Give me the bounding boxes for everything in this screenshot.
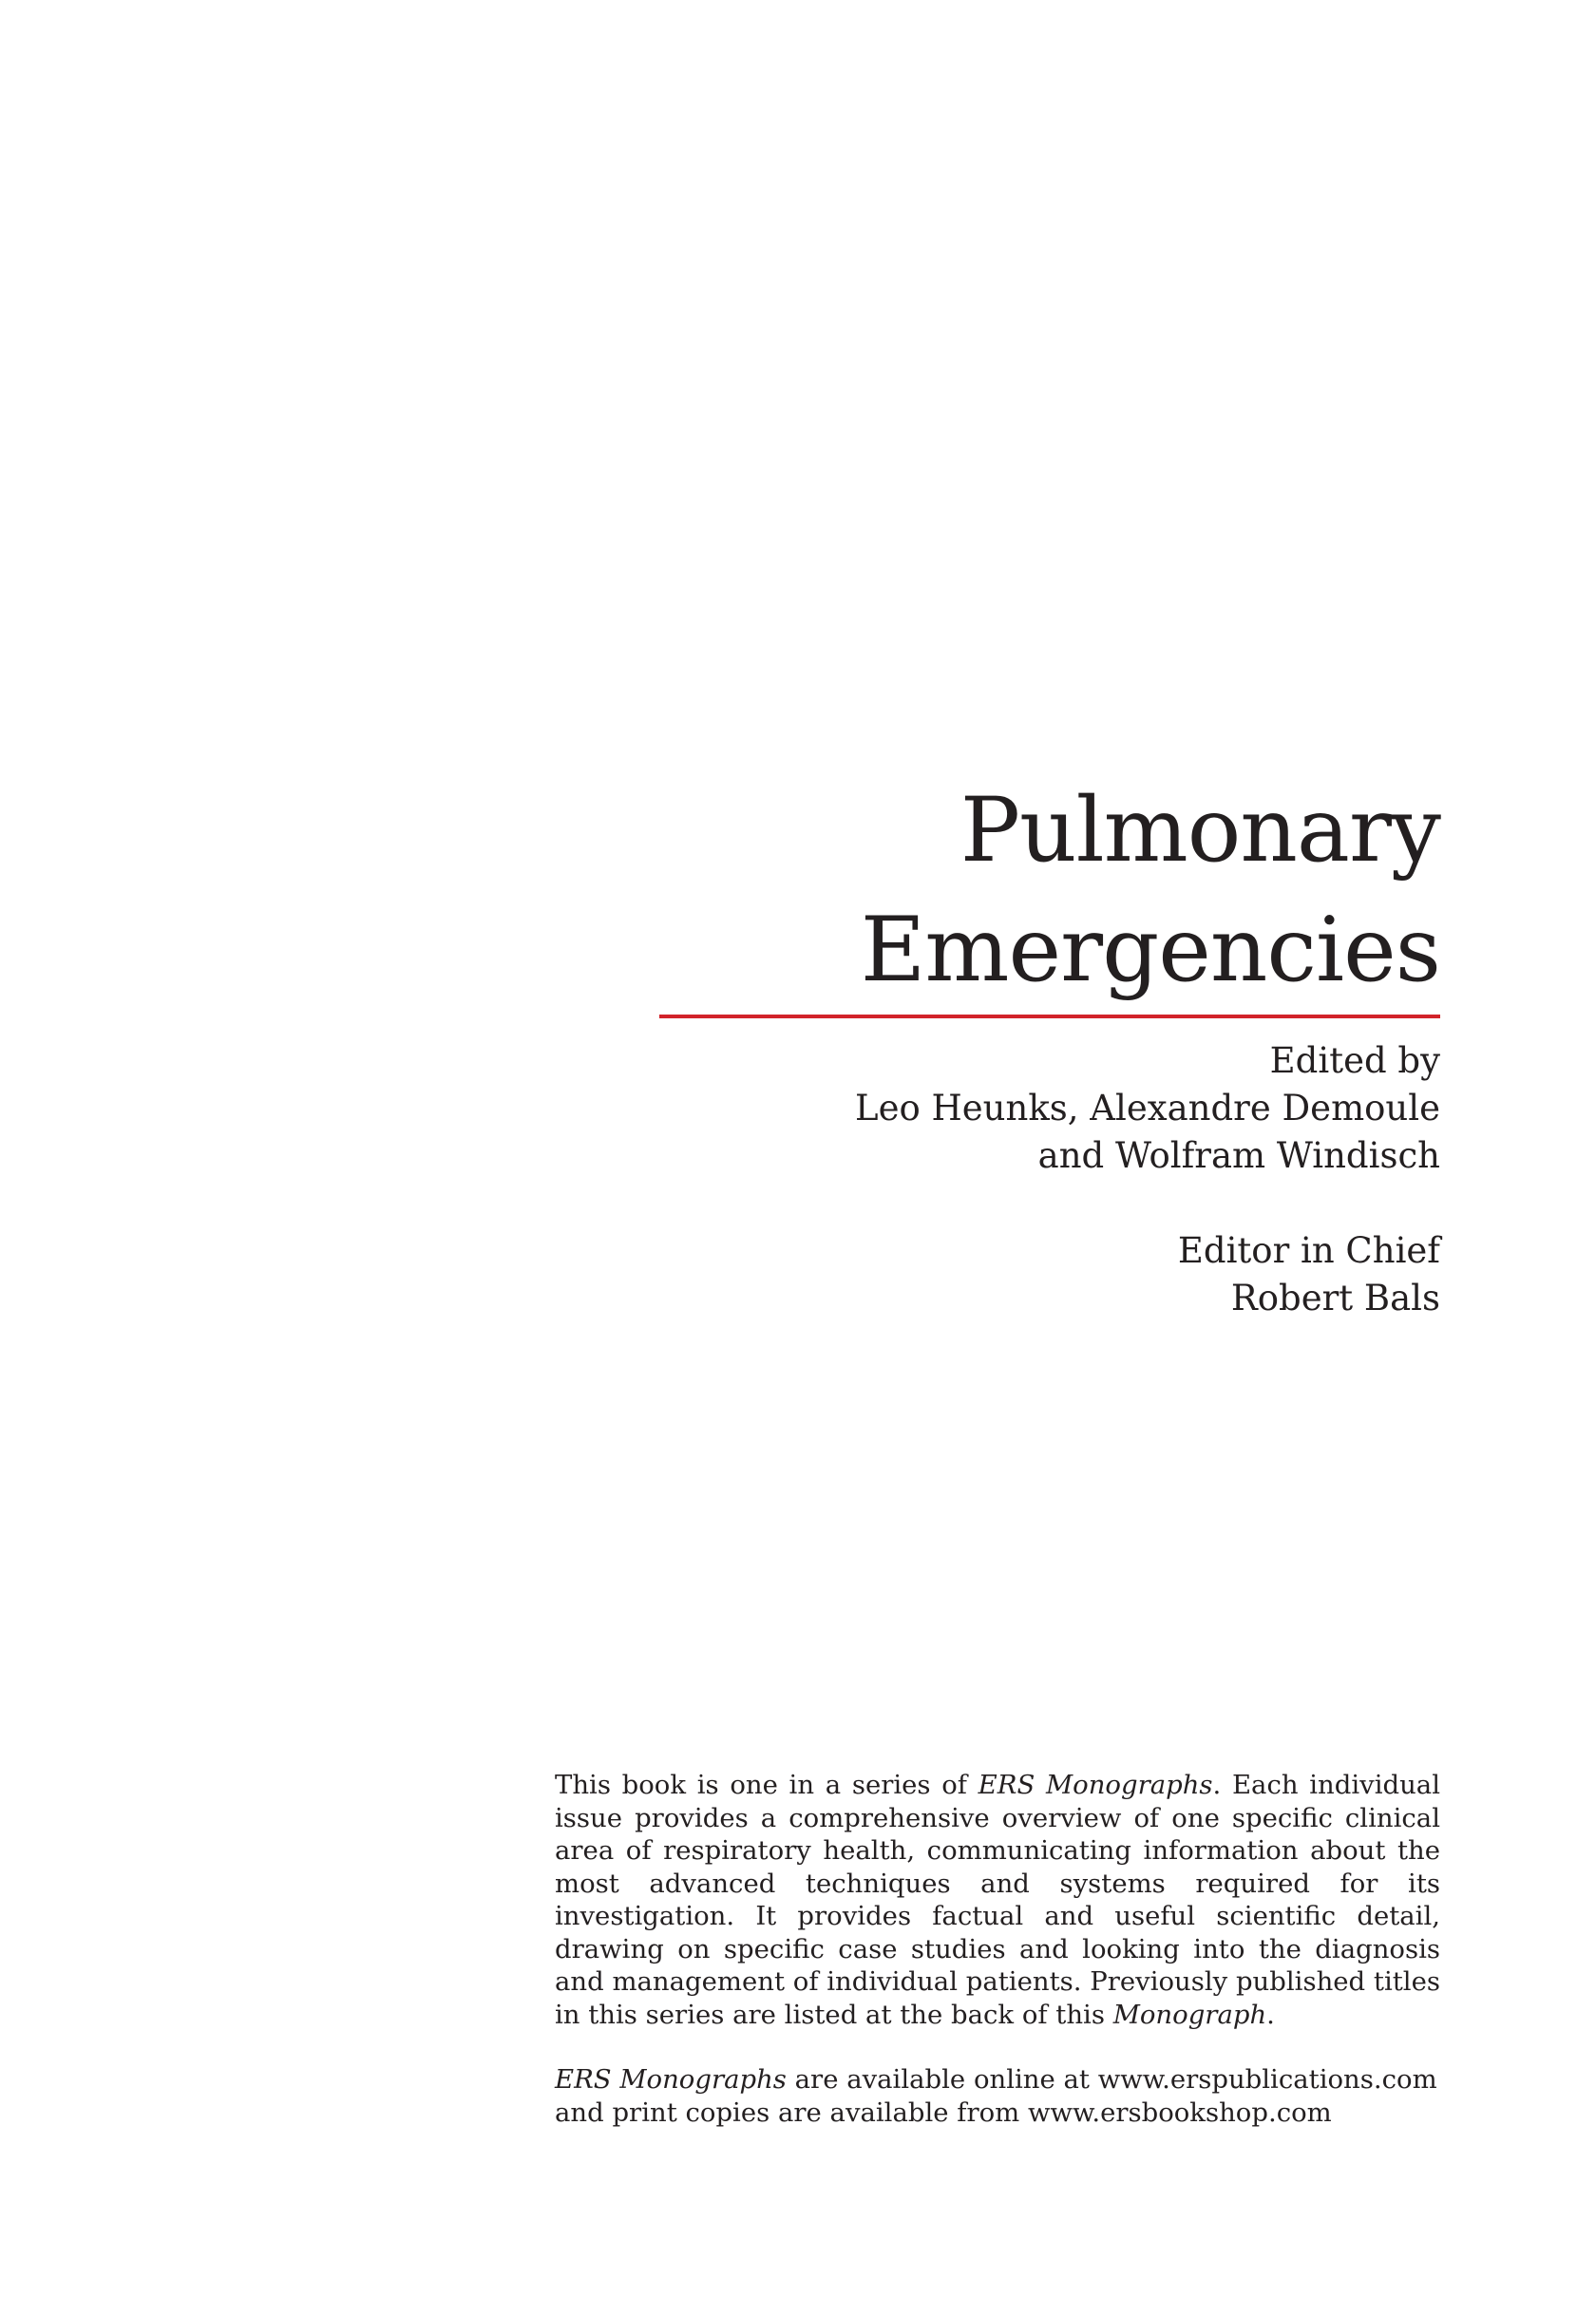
availability-series-italic: ERS Monographs — [555, 2064, 787, 2095]
book-title-line-1: Pulmonary — [960, 779, 1440, 882]
editor-in-chief-block — [656, 1227, 1440, 1322]
availability-text: are available online at www.erspublications.com and print copies are available from www.ersbookshop.com — [555, 2064, 1437, 2128]
series-name-italic: ERS Monographs — [978, 1770, 1213, 1800]
editor-in-chief-name: Robert Bals — [1230, 1278, 1440, 1319]
series-description-text-2: . Each individual issue provides a comprehensive overview of one specific clinical area of respiratory health, communicating information about the most advanced techniques and systems required for its investigation. It provides factual and useful scientific detail, drawing on specific case studies and looking into the diagnosis and management of individual patients. Previously published titles in this series are listed at the back of this — [555, 1770, 1440, 2030]
book-title — [656, 771, 1440, 1011]
book-title-line-2: Emergencies — [860, 899, 1440, 1002]
series-description — [555, 1769, 1440, 2031]
series-description-text-3: . — [1266, 1999, 1275, 2030]
editor-in-chief-label: Editor in Chief — [1177, 1230, 1440, 1271]
availability-note — [555, 2063, 1440, 2129]
title-divider — [659, 1015, 1440, 1018]
editors-block — [656, 1037, 1440, 1180]
editors-names-line-1: Leo Heunks, Alexandre Demoule — [855, 1088, 1440, 1129]
monograph-italic: Monograph — [1112, 1999, 1267, 2030]
series-description-text-1: This book is one in a series of — [555, 1770, 978, 1800]
editors-names-line-2: and Wolfram Windisch — [1037, 1135, 1440, 1176]
edited-by-label: Edited by — [1269, 1040, 1440, 1081]
